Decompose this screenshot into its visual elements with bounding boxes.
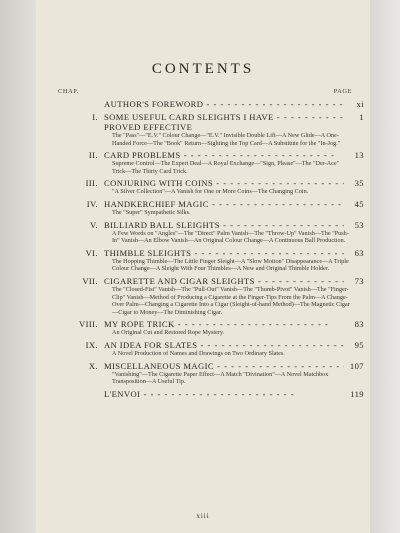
toc-page: 83 — [354, 319, 364, 330]
toc-page: 107 — [349, 360, 364, 371]
book-spine-shadow — [0, 0, 38, 533]
toc-description: Supreme Control—The Expert Deal—A Royal Exchange—"Sign, Please"—The "Der-Ace" Trick—The Thirty Card Trick. — [112, 160, 340, 175]
toc-page: 13 — [354, 150, 364, 161]
toc-description: A Few Words on "Angles"—The "Direct" Palm Vanish—The "Throw-Up" Vanish—The "Push-In" Vanish—An Elbow Vanish—An Original Colour Change—A Continuous Ball Production. — [112, 229, 349, 245]
chapter-column-header: CHAP. — [58, 88, 79, 95]
toc-description: "Vanishing"—The Cigarette Paper Effect—A Match "Divination"—A Novel Matchbox Transposition—A Useful Tip. — [112, 370, 329, 386]
toc-title: CONJURING WITH COINS - - — [104, 178, 344, 188]
book-edge-shadow — [370, 0, 400, 533]
toc-description: The "Super" Sympathetic Silks. — [112, 208, 191, 216]
contents-list — [52, 96, 364, 399]
toc-page: 1 — [359, 112, 364, 122]
toc-chapter-number: X. — [88, 360, 98, 371]
toc-title: CIGARETTE AND CIGAR SLEIGHTS - - — [104, 276, 344, 286]
toc-title: MISCELLANEOUS MAGIC - - — [104, 361, 344, 371]
toc-title: AN IDEA FOR SLATES - - — [104, 340, 344, 350]
toc-description: The "Closed-Fist" Vanish—The "Pull-Out" Vanish—The "Thumb-Pivot" Vanish—The "Finger-Clip" Vanish—Method of Producing a Cigarette at the Finger-Tips From the Palm—A Change-Over Palm—Changing a Cigarette Into a Cigar (Sleight-of-hand Method)—The Magnetic Cigar—Cigar to Money—The Diminishing Cigar. — [112, 285, 350, 316]
toc-chapter-number: IV. — [86, 198, 98, 209]
toc-page: 53 — [354, 219, 364, 230]
page-column-header: PAGE — [333, 88, 352, 95]
toc-entry-chapter — [52, 361, 364, 386]
toc-title: CARD PROBLEMS - - — [104, 150, 344, 160]
toc-title: BILLIARD BALL SLEIGHTS - - — [104, 220, 344, 230]
toc-page: 63 — [354, 247, 364, 258]
toc-chapter-number: II. — [88, 150, 98, 161]
toc-description: The "Pass"—"E.V." Colour Change—"E.V." Invisible Double Lift—A New Glide—A One-Handed Force—The "Book" Return—Sighting the Top Card—A Substitute for the "In-Jog." — [112, 132, 341, 147]
toc-chapter-number: VII. — [82, 275, 98, 286]
toc-description: "A Silver Collection"—A Vanish for One or More Coins—The Changing Coin. — [112, 188, 309, 196]
toc-entry-chapter — [52, 248, 364, 273]
toc-chapter-number: I. — [92, 112, 98, 122]
toc-page: 95 — [354, 339, 364, 350]
toc-chapter-number: IX. — [85, 339, 98, 350]
toc-entry-chapter — [52, 112, 364, 147]
book-page — [36, 0, 370, 533]
toc-page: 73 — [354, 275, 364, 286]
toc-chapter-number: III. — [85, 178, 98, 189]
toc-entry-chapter — [52, 199, 364, 217]
toc-title: MY ROPE TRICK - - — [104, 319, 344, 329]
toc-title: HANDKERCHIEF MAGIC - - — [104, 199, 344, 209]
toc-entry-chapter — [52, 178, 364, 196]
toc-entry-chapter — [52, 319, 364, 337]
toc-page: 35 — [354, 178, 364, 189]
toc-entry-foreword — [52, 99, 364, 109]
toc-chapter-number: VI. — [85, 247, 98, 258]
toc-entry-envoi — [52, 389, 364, 399]
toc-title: THIMBLE SLEIGHTS - - — [104, 248, 344, 258]
toc-description: An Original Cut and Restored Rope Mystery. — [112, 329, 225, 337]
contents-heading: CONTENTS — [151, 61, 255, 77]
toc-chapter-number: VIII. — [79, 319, 98, 330]
toc-description: A Novel Production of Names and Drawings on Two Ordinary Slates. — [112, 349, 285, 357]
toc-title: SOME USEFUL CARD SLEIGHTS I HAVE - - — [104, 112, 344, 122]
toc-chapter-number: V. — [89, 219, 98, 230]
toc-description: The Hopping Thimble—The Little Finger Sleight—A "Slow Motion" Disappearance—A Triple Colour Change—A Sleight With Four Thimbles—A New and Original Thimble Holder. — [112, 257, 349, 273]
toc-entry-chapter — [52, 220, 364, 245]
toc-page: 119 — [350, 388, 364, 399]
toc-title: L'ENVOI - - — [104, 389, 344, 399]
toc-page: 45 — [354, 198, 364, 209]
toc-entry-chapter — [52, 276, 364, 316]
toc-page: xi — [356, 99, 364, 109]
page-folio: xiii — [196, 512, 210, 520]
toc-title: AUTHOR'S FOREWORD - - — [104, 99, 344, 109]
toc-entry-chapter — [52, 150, 364, 175]
toc-title-continued: PROVED EFFECTIVE — [104, 122, 193, 132]
toc-entry-chapter — [52, 340, 364, 358]
